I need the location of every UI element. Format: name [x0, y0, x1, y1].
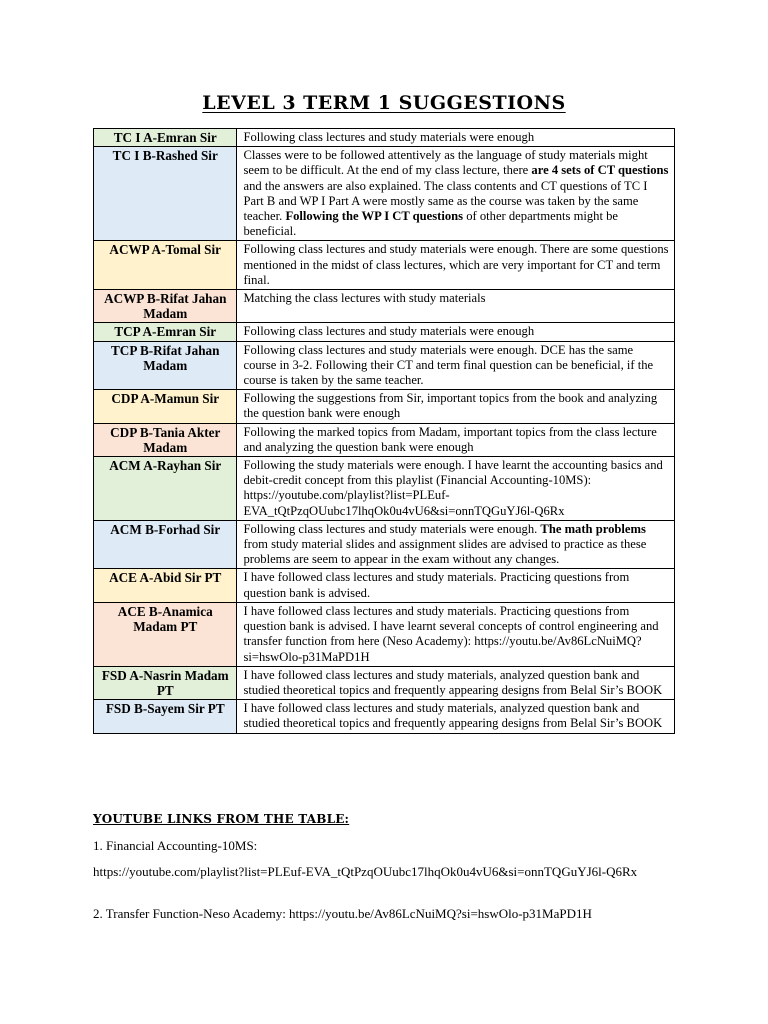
- table-row: [94, 520, 675, 569]
- table-row: [94, 457, 675, 521]
- course-cell: ACM A-Rayhan Sir: [94, 457, 237, 521]
- bold-text: The math problems: [540, 521, 646, 536]
- table-row: [94, 323, 675, 341]
- suggestion-text: Following class lectures and study materials were enough. DCE has the same course in 3-2. Following their CT and term final question can be beneficial, if the course is taken by the same teacher.: [243, 342, 654, 388]
- table-row: [94, 700, 675, 733]
- suggestion-cell: [237, 457, 675, 521]
- bold-text: Following the WP I CT questions: [285, 209, 464, 224]
- table-row: [94, 423, 675, 456]
- course-cell: TC I B-Rashed Sir: [94, 147, 237, 241]
- course-cell: TCP A-Emran Sir: [94, 323, 237, 341]
- suggestions-table-body: [94, 129, 675, 734]
- suggestion-text: and the answers are also explained. The class contents and CT questions of TC I Part B and WP I Part A were mostly same as the course was taken by the same teacher.: [243, 178, 648, 224]
- suggestion-text: Classes were to be followed attentively as the language of study materials might seem to be difficult. At the end of my class lecture, there: [243, 148, 648, 178]
- table-row: [94, 341, 675, 390]
- suggestion-text: of other departments might be beneficial.: [243, 209, 619, 239]
- suggestion-text: Matching the class lectures with study materials: [243, 291, 486, 306]
- suggestion-cell: [237, 569, 675, 602]
- table-row: [94, 390, 675, 423]
- suggestion-cell: [237, 423, 675, 456]
- suggestion-cell: [237, 241, 675, 290]
- suggestion-text: from study material slides and assignment slides are advised to practice as these problems are seem to appear in the exam without any changes.: [243, 537, 647, 567]
- course-cell: FSD B-Sayem Sir PT: [94, 700, 237, 733]
- suggestion-cell: [237, 341, 675, 390]
- course-cell: ACWP A-Tomal Sir: [94, 241, 237, 290]
- suggestion-cell: [237, 290, 675, 323]
- suggestion-cell: [237, 520, 675, 569]
- course-cell: ACWP B-Rifat Jahan Madam: [94, 290, 237, 323]
- table-row: [94, 602, 675, 666]
- course-cell: CDP A-Mamun Sir: [94, 390, 237, 423]
- suggestion-text: I have followed class lectures and study materials. Practicing questions from question bank is advised.: [243, 570, 630, 600]
- suggestions-table: [93, 128, 675, 734]
- course-cell: ACM B-Forhad Sir: [94, 520, 237, 569]
- youtube-link-1-label: 1. Financial Accounting-10MS:: [93, 838, 258, 853]
- suggestion-text: Following class lectures and study materials were enough. There are some questions mentioned in the midst of class lectures, which are very important for CT and term final.: [243, 242, 669, 287]
- bold-text: are 4 sets of CT questions: [531, 163, 669, 178]
- suggestion-text: I have followed class lectures and study materials, analyzed question bank and studied theoretical topics and frequently appearing designs from Belal Sir’s BOOK: [243, 667, 663, 697]
- suggestion-text: Following the suggestions from Sir, important topics from the book and analyzing the question bank were enough: [243, 391, 658, 421]
- course-cell: ACE B-Anamica Madam PT: [94, 602, 237, 666]
- course-cell: CDP B-Tania Akter Madam: [94, 423, 237, 456]
- table-row: [94, 290, 675, 323]
- suggestion-text: Following the marked topics from Madam, important topics from the class lecture and analyzing the question bank were enough: [243, 424, 657, 454]
- table-row: [94, 129, 675, 147]
- youtube-links-heading: YOUTUBE LINKS FROM THE TABLE:: [93, 812, 350, 826]
- course-cell: TC I A-Emran Sir: [94, 129, 237, 147]
- table-row: [94, 569, 675, 602]
- suggestion-cell: [237, 147, 675, 241]
- suggestion-cell: [237, 129, 675, 147]
- table-row: [94, 147, 675, 241]
- suggestion-cell: [237, 666, 675, 699]
- suggestion-cell: [237, 323, 675, 341]
- page-title: LEVEL 3 TERM 1 SUGGESTIONS: [202, 92, 566, 114]
- course-cell: TCP B-Rifat Jahan Madam: [94, 341, 237, 390]
- suggestion-text: I have followed class lectures and study materials, analyzed question bank and studied theoretical topics and frequently appearing designs from Belal Sir’s BOOK: [243, 701, 663, 731]
- course-cell: ACE A-Abid Sir PT: [94, 569, 237, 602]
- suggestion-text: Following class lectures and study materials were enough: [243, 324, 535, 339]
- youtube-link-1-url[interactable]: https://youtube.com/playlist?list=PLEuf-EVA_tQtPzqOUubc17lhqOk0u4vU6&si=onnTQGuYJ6l-Q6Rx: [93, 864, 638, 879]
- course-cell: FSD A-Nasrin Madam PT: [94, 666, 237, 699]
- suggestion-text: I have followed class lectures and study materials. Practicing questions from question bank is advised. I have learnt several concepts of control engineering and transfer function from here (Neso Academy): https://youtu.be/Av86LcNuiMQ?si=hswOlo-p31MaPD1H: [243, 603, 659, 664]
- table-row: [94, 241, 675, 290]
- suggestion-text: Following class lectures and study materials were enough.: [243, 521, 541, 536]
- suggestion-text: Following class lectures and study materials were enough: [243, 130, 535, 144]
- suggestion-cell: [237, 700, 675, 733]
- suggestion-text: Following the study materials were enough. I have learnt the accounting basics and debit-credit concept from this playlist (Financial Accounting-10MS): https://youtube.com/playlist?list=PLEuf-EVA_tQtPzqOUubc17lhqOk0u4vU6&si=onnTQGuYJ6l-Q6Rx: [243, 458, 663, 518]
- table-row: [94, 666, 675, 699]
- suggestion-cell: [237, 602, 675, 666]
- youtube-link-2[interactable]: 2. Transfer Function-Neso Academy: https://youtu.be/Av86LcNuiMQ?si=hswOlo-p31MaPD1H: [93, 906, 592, 921]
- suggestion-cell: [237, 390, 675, 423]
